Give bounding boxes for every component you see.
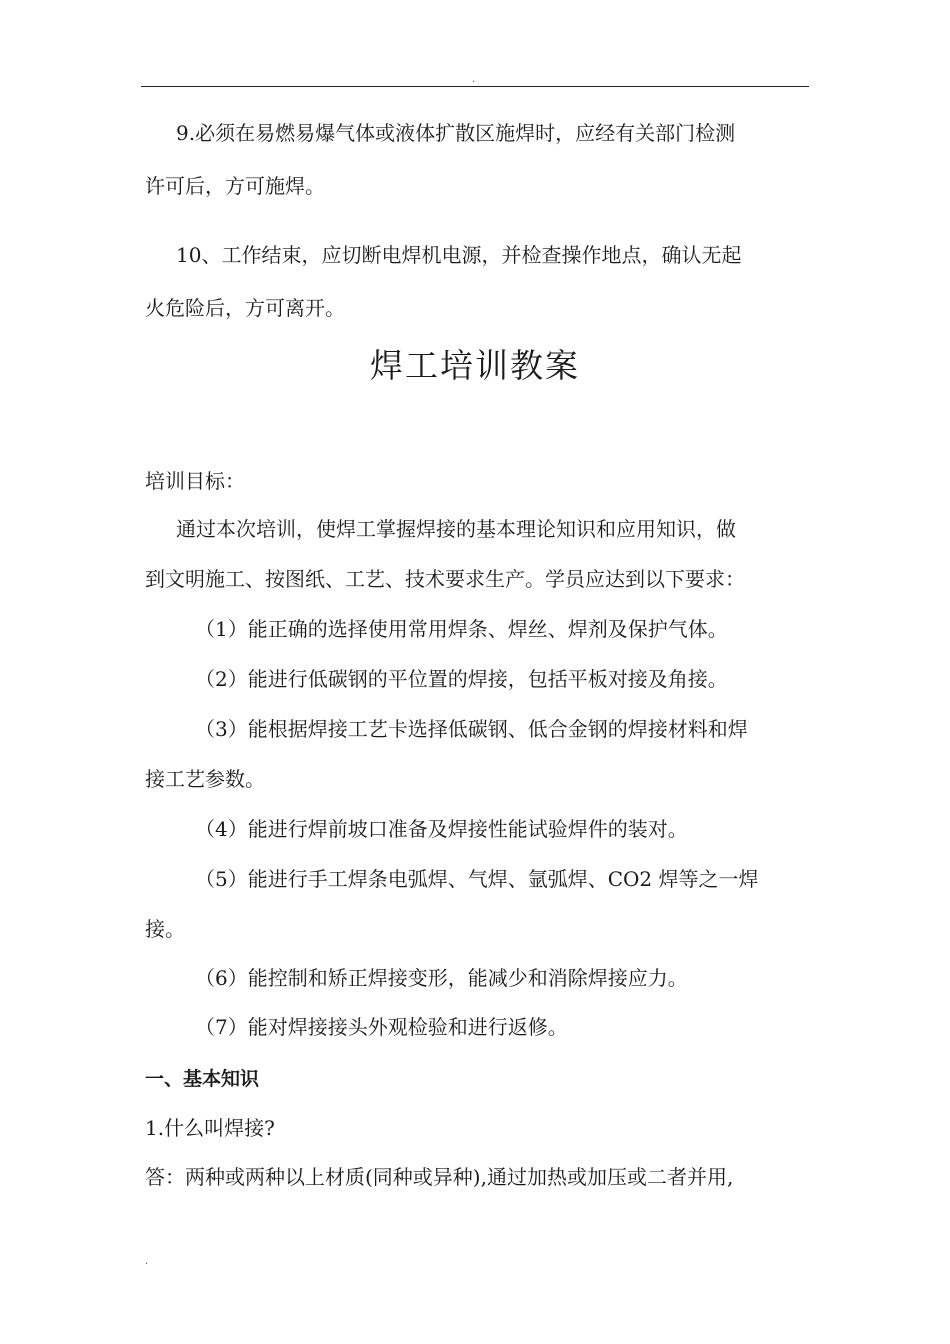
objectives-paragraph-line-2: 到文明施工、按图纸、工艺、技术要求生产。学员应达到以下要求：	[145, 567, 745, 591]
item-9-line-2: 许可后，方可施焊。	[145, 174, 325, 198]
header-rule	[141, 86, 809, 87]
requirement-5-line-1: （5）能进行手工焊条电弧焊、气焊、氩弧焊、CO2 焊等之一焊	[195, 867, 759, 891]
item-9-line-1: 9.必须在易燃易爆气体或液体扩散区施焊时，应经有关部门检测	[176, 121, 736, 145]
requirement-6: （6）能控制和矫正焊接变形，能减少和消除焊接应力。	[195, 966, 688, 990]
footer-mark: .	[145, 1256, 149, 1267]
requirement-5-line-2: 接。	[145, 917, 185, 941]
item-10-line-2: 火危险后，方可离开。	[145, 296, 345, 320]
requirement-2: （2）能进行低碳钢的平位置的焊接，包括平板对接及角接。	[195, 667, 728, 691]
objectives-paragraph-line-1: 通过本次培训，使焊工掌握焊接的基本理论知识和应用知识，做	[176, 517, 736, 541]
section-heading-basics: 一、基本知识	[145, 1068, 260, 1090]
requirement-3-line-1: （3）能根据焊接工艺卡选择低碳钢、低合金钢的焊接材料和焊	[195, 717, 748, 741]
requirement-7: （7）能对焊接接头外观检验和进行返修。	[195, 1015, 568, 1039]
requirement-3-line-2: 接工艺参数。	[145, 767, 265, 791]
requirement-1: （1）能正确的选择使用常用焊条、焊丝、焊剂及保护气体。	[195, 617, 728, 641]
document-title: 焊工培训教案	[370, 346, 580, 385]
answer-1-line-1: 答：两种或两种以上材质(同种或异种),通过加热或加压或二者并用,	[145, 1165, 734, 1189]
item-10-line-1: 10、工作结束，应切断电焊机电源，并检查操作地点，确认无起	[176, 243, 742, 267]
header-mark: .	[472, 74, 476, 85]
objectives-label: 培训目标：	[145, 469, 245, 493]
requirement-4: （4）能进行焊前坡口准备及焊接性能试验焊件的装对。	[195, 817, 688, 841]
question-1: 1.什么叫焊接?	[145, 1116, 275, 1140]
